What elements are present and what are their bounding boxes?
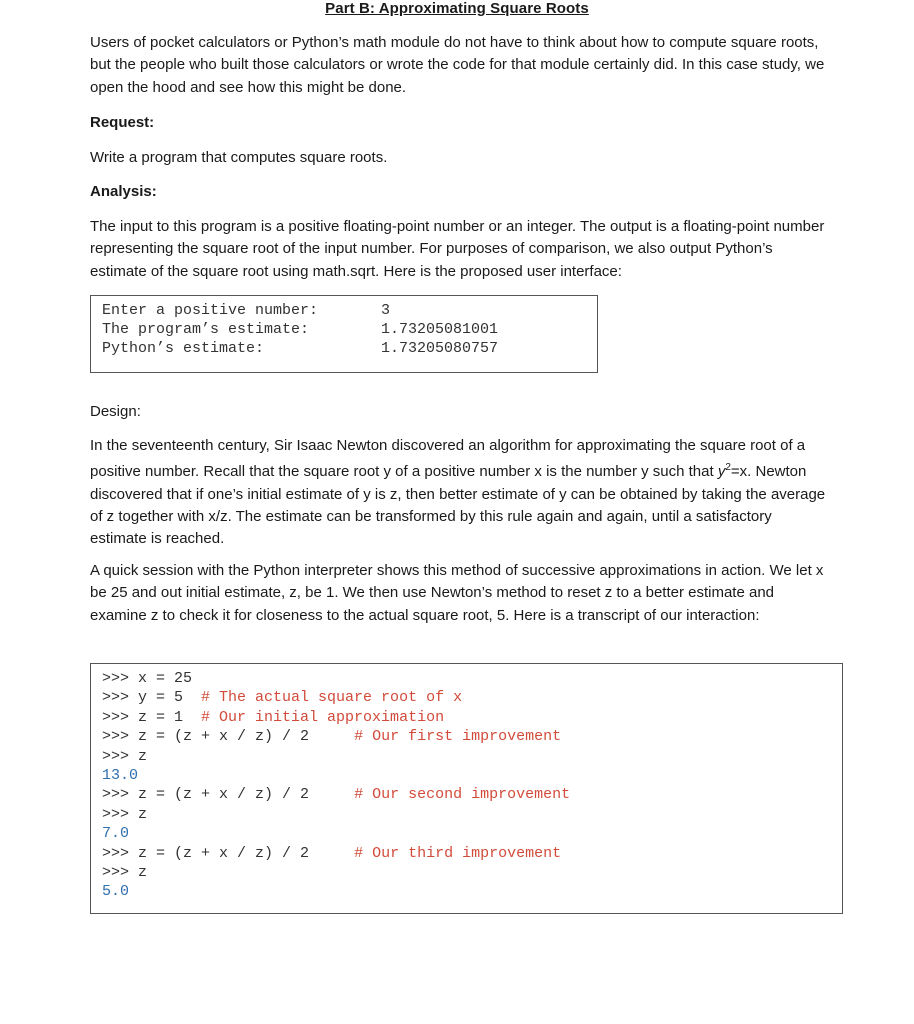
design-text-a: In the seventeenth century, Sir Isaac Newton discovered an algorithm for approximating the square root of a positive number. Recall that the square root y of a positive number x is the number y such that (90, 437, 806, 481)
prompt: >>> (102, 728, 139, 746)
ui-value: 1.73205080757 (381, 340, 499, 357)
prompt: >>> (102, 786, 139, 804)
prompt: >>> (102, 670, 139, 687)
intro-paragraph: Users of pocket calculators or Python’s math module do not have to think about how to compute square roots, but the people who built those calculators or wrote the code for that module certainly did. In this case study, we open the hood and see how this might be done. (90, 34, 825, 96)
request-heading: Request: (90, 114, 155, 131)
transcript-line (102, 747, 147, 766)
transcript-line (102, 805, 147, 824)
transcript-output (102, 766, 138, 785)
comment: # Our third improvement (354, 844, 562, 862)
ui-label: Python’s estimate: (102, 340, 265, 357)
user-interface-box (90, 295, 598, 373)
transcript-box (90, 663, 843, 914)
page-title: Part B: Approximating Square Roots (325, 0, 589, 17)
comment: # Our initial approximation (201, 708, 445, 726)
transcript-output (102, 824, 129, 843)
transcript-line (102, 863, 147, 882)
request-text: Write a program that computes square roots. (90, 149, 388, 166)
transcript-line (102, 785, 570, 804)
design-paragraph-2: A quick session with the Python interpreter shows this method of successive approximations in action. We let x be 25 and out initial estimate, z, be 1. We then use Newton’s method to reset z to a better estimate and examine z to check it for closeness to the actual square root, 5. Here is a transcript of our interaction: (90, 562, 824, 624)
ui-value: 1.73205081001 (381, 321, 499, 338)
output: 7.0 (102, 825, 130, 843)
analysis-paragraph: The input to this program is a positive floating-point number or an integer. The output is a floating-point number representing the square root of the input number. For purposes of comparison, we also output Python’s estimate of the square root using math.sqrt. Here is the proposed user interface: (90, 218, 825, 280)
code: z = 1 (138, 708, 202, 726)
transcript-line (102, 844, 561, 863)
ui-value: 3 (381, 302, 391, 319)
math-y: y (717, 463, 726, 481)
transcript-line (102, 727, 561, 746)
ui-label: The program’s estimate: (102, 321, 310, 338)
ui-label: Enter a positive number: (102, 302, 319, 319)
prompt: >>> (102, 805, 139, 823)
transcript-line (102, 688, 462, 707)
code: z = (z + x / z) / 2 (138, 786, 355, 804)
transcript-output (102, 882, 129, 901)
prompt: >>> (102, 864, 139, 881)
code: y = 5 (138, 689, 202, 707)
code: x = 25 (138, 670, 193, 687)
code: z = (z + x / z) / 2 (138, 844, 355, 862)
design-paragraph-1 (90, 435, 830, 550)
output: 13.0 (102, 767, 139, 784)
prompt: >>> (102, 689, 139, 707)
output: 5.0 (102, 883, 130, 901)
comment: # The actual square root of x (201, 689, 463, 707)
comment: # Our first improvement (354, 728, 562, 746)
comment: # Our second improvement (354, 786, 571, 804)
transcript-line (102, 669, 192, 688)
design-heading: Design: (90, 403, 141, 420)
prompt: >>> (102, 747, 139, 765)
transcript-line (102, 708, 444, 727)
prompt: >>> (102, 708, 139, 726)
code: z (138, 747, 148, 765)
math-superscript: 2 (725, 462, 731, 474)
code: z (138, 864, 148, 881)
prompt: >>> (102, 844, 139, 862)
design-text-b: =x. Newton discovered that if one’s initial estimate of y is z, then better estimate of y can be obtained by taking the average of z together with x/z. The estimate can be transformed by this rule again and again, until a satisfactory estimate is reached. (90, 463, 826, 548)
analysis-heading: Analysis: (90, 183, 157, 200)
code: z = (z + x / z) / 2 (138, 728, 355, 746)
code: z (138, 805, 148, 823)
